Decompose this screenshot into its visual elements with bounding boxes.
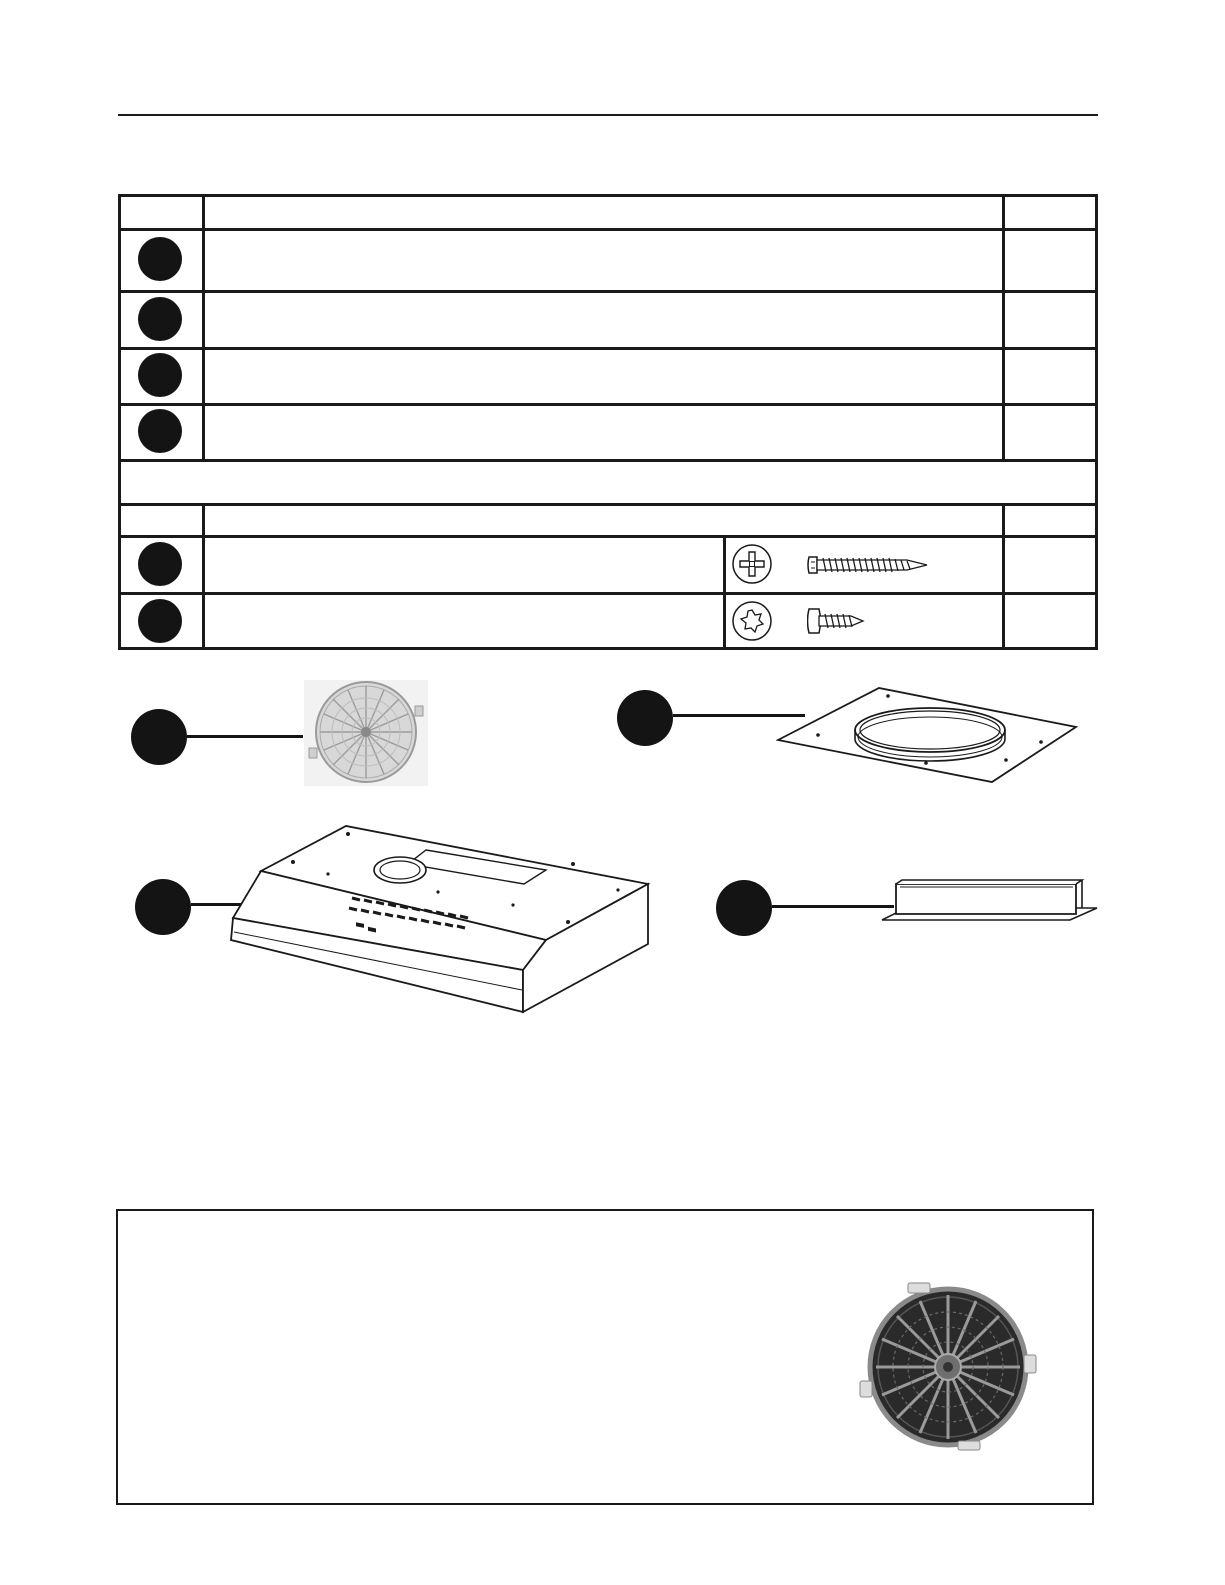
accessory-box — [116, 1209, 1094, 1505]
callout-line — [772, 905, 894, 908]
phillips-screw-head-icon — [730, 542, 774, 586]
range-hood-illustration — [228, 822, 652, 1018]
callout-badge — [617, 690, 673, 746]
column-divider — [723, 535, 726, 650]
callout-line — [187, 735, 303, 738]
part-number-badge — [138, 599, 182, 643]
part-number-badge — [138, 237, 182, 281]
wood-screw-icon — [807, 553, 932, 577]
sheet-metal-screw-icon — [807, 606, 867, 636]
callout-badge — [716, 880, 772, 936]
table-row-divider — [121, 535, 1095, 538]
duct-transition-illustration — [880, 878, 1100, 928]
torx-screw-head-icon — [730, 599, 774, 643]
part-number-badge — [138, 542, 182, 586]
table-row-divider — [121, 592, 1095, 595]
callout-badge — [131, 709, 187, 765]
column-divider — [202, 503, 205, 650]
header-rule — [118, 114, 1098, 116]
duct-adapter-plate-illustration — [776, 685, 1082, 785]
column-divider — [1002, 197, 1005, 462]
column-divider — [1002, 503, 1005, 650]
grease-filter-illustration — [304, 680, 428, 786]
table-row-divider — [121, 459, 1095, 462]
table-row-divider — [121, 403, 1095, 406]
charcoal-filter-illustration — [858, 1281, 1044, 1451]
parts-table — [118, 194, 1098, 650]
part-number-badge — [138, 353, 182, 397]
table-row-divider — [121, 290, 1095, 293]
part-number-badge — [138, 297, 182, 341]
callout-badge — [135, 879, 191, 935]
column-divider — [202, 197, 205, 462]
table-row-divider — [121, 347, 1095, 350]
table-row-divider — [121, 228, 1095, 231]
table-row-divider — [121, 503, 1095, 506]
part-number-badge — [138, 409, 182, 453]
